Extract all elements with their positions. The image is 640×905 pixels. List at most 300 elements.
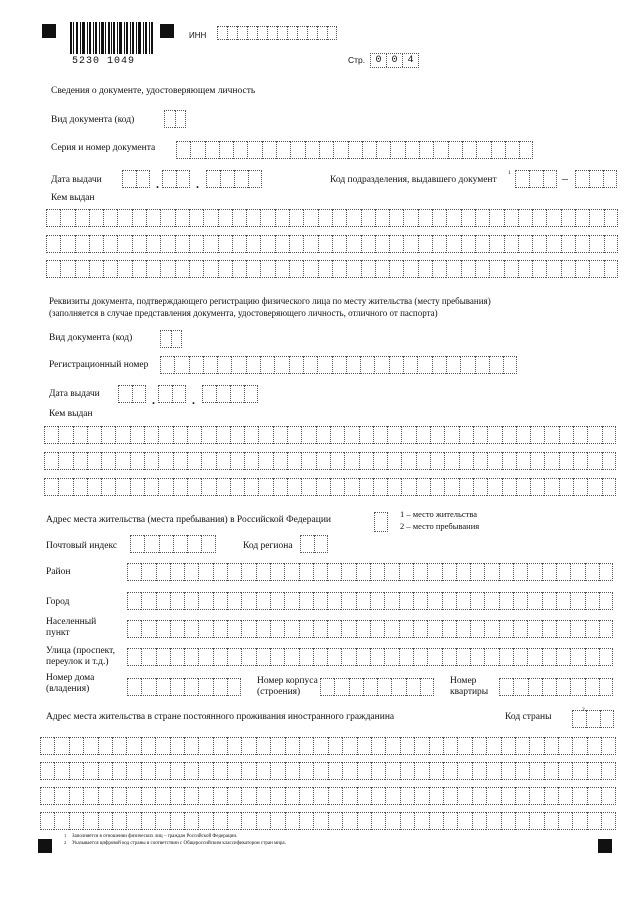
input-cell[interactable]	[287, 426, 301, 444]
input-cell[interactable]	[174, 356, 188, 374]
input-cell[interactable]	[585, 592, 599, 610]
foreign-address-line-1[interactable]	[40, 737, 616, 755]
input-cell[interactable]	[103, 209, 117, 227]
input-cell[interactable]	[400, 787, 414, 805]
input-cell[interactable]	[127, 563, 141, 581]
input-cell[interactable]	[515, 170, 529, 188]
input-cell[interactable]	[44, 478, 58, 496]
input-cell[interactable]	[303, 235, 317, 253]
input-cell[interactable]	[89, 260, 103, 278]
input-cell[interactable]	[384, 620, 398, 638]
input-cell[interactable]	[573, 478, 587, 496]
input-cell[interactable]	[570, 592, 584, 610]
input-cell[interactable]	[155, 812, 169, 830]
input-cell[interactable]	[144, 535, 158, 553]
input-cell[interactable]	[83, 787, 97, 805]
input-cell[interactable]	[98, 762, 112, 780]
input-cell[interactable]	[499, 678, 513, 696]
input-cell[interactable]	[346, 356, 360, 374]
input-cell[interactable]	[274, 356, 288, 374]
input-cell[interactable]	[443, 787, 457, 805]
identity-issued-by-line-3[interactable]	[46, 260, 618, 278]
input-cell[interactable]	[227, 812, 241, 830]
input-cell[interactable]	[75, 260, 89, 278]
input-cell[interactable]	[561, 209, 575, 227]
input-cell[interactable]	[213, 787, 227, 805]
input-cell[interactable]	[141, 787, 155, 805]
input-cell[interactable]	[349, 678, 363, 696]
input-cell[interactable]	[504, 235, 518, 253]
input-cell[interactable]	[244, 385, 258, 403]
region-code-field[interactable]	[300, 535, 328, 553]
input-cell[interactable]	[227, 787, 241, 805]
input-cell[interactable]	[370, 620, 384, 638]
address-type-field[interactable]	[374, 512, 388, 532]
input-cell[interactable]	[184, 762, 198, 780]
input-cell[interactable]	[130, 535, 144, 553]
input-cell[interactable]	[230, 385, 244, 403]
input-cell[interactable]	[527, 563, 541, 581]
input-cell[interactable]	[357, 737, 371, 755]
input-cell[interactable]	[198, 787, 212, 805]
input-cell[interactable]	[58, 478, 72, 496]
input-cell[interactable]	[220, 170, 234, 188]
input-cell[interactable]	[184, 620, 198, 638]
input-cell[interactable]	[556, 563, 570, 581]
input-cell[interactable]	[203, 356, 217, 374]
input-cell[interactable]	[285, 787, 299, 805]
input-cell[interactable]	[544, 787, 558, 805]
input-cell[interactable]	[112, 737, 126, 755]
identity-issue-day-field[interactable]	[122, 170, 150, 188]
input-cell[interactable]	[232, 260, 246, 278]
input-cell[interactable]	[499, 620, 513, 638]
input-cell[interactable]	[544, 737, 558, 755]
input-cell[interactable]	[267, 26, 277, 40]
input-cell[interactable]	[313, 787, 327, 805]
registration-issue-year-field[interactable]	[202, 385, 258, 403]
input-cell[interactable]	[40, 812, 54, 830]
input-cell[interactable]	[460, 356, 474, 374]
input-cell[interactable]	[385, 737, 399, 755]
input-cell[interactable]	[542, 620, 556, 638]
input-cell[interactable]	[313, 620, 327, 638]
input-cell[interactable]	[604, 209, 618, 227]
input-cell[interactable]	[371, 737, 385, 755]
input-cell[interactable]	[542, 678, 556, 696]
input-cell[interactable]	[470, 648, 484, 666]
input-cell[interactable]	[418, 209, 432, 227]
input-cell[interactable]	[206, 170, 220, 188]
input-cell[interactable]	[599, 620, 613, 638]
input-cell[interactable]	[414, 737, 428, 755]
input-cell[interactable]	[499, 648, 513, 666]
input-cell[interactable]	[470, 592, 484, 610]
input-cell[interactable]	[146, 209, 160, 227]
input-cell[interactable]	[602, 478, 616, 496]
input-cell[interactable]	[40, 762, 54, 780]
input-cell[interactable]	[289, 356, 303, 374]
input-cell[interactable]	[69, 762, 83, 780]
input-cell[interactable]	[112, 787, 126, 805]
input-cell[interactable]	[546, 260, 560, 278]
input-cell[interactable]	[327, 648, 341, 666]
input-cell[interactable]	[216, 426, 230, 444]
input-cell[interactable]	[156, 678, 170, 696]
input-cell[interactable]	[532, 235, 546, 253]
input-cell[interactable]	[112, 812, 126, 830]
input-cell[interactable]	[260, 260, 274, 278]
input-cell[interactable]	[241, 737, 255, 755]
input-cell[interactable]	[341, 592, 355, 610]
input-cell[interactable]	[316, 478, 330, 496]
input-cell[interactable]	[427, 620, 441, 638]
input-cell[interactable]	[313, 737, 327, 755]
input-cell[interactable]	[515, 812, 529, 830]
input-cell[interactable]	[289, 235, 303, 253]
input-cell[interactable]	[417, 356, 431, 374]
input-cell[interactable]	[356, 592, 370, 610]
input-cell[interactable]	[305, 141, 319, 159]
input-cell[interactable]	[189, 209, 203, 227]
input-cell[interactable]	[285, 762, 299, 780]
input-cell[interactable]	[203, 260, 217, 278]
input-cell[interactable]	[556, 592, 570, 610]
input-cell[interactable]	[273, 426, 287, 444]
input-cell[interactable]	[334, 678, 348, 696]
input-cell[interactable]	[227, 678, 241, 696]
input-cell[interactable]	[502, 478, 516, 496]
input-cell[interactable]	[357, 812, 371, 830]
input-cell[interactable]	[112, 762, 126, 780]
input-cell[interactable]	[501, 762, 515, 780]
input-cell[interactable]	[362, 141, 376, 159]
input-cell[interactable]	[589, 235, 603, 253]
input-cell[interactable]	[373, 452, 387, 470]
input-cell[interactable]	[572, 710, 586, 728]
input-cell[interactable]	[141, 762, 155, 780]
input-cell[interactable]	[489, 235, 503, 253]
input-cell[interactable]	[127, 678, 141, 696]
input-cell[interactable]	[391, 678, 405, 696]
input-cell[interactable]	[127, 592, 141, 610]
input-cell[interactable]	[275, 260, 289, 278]
input-cell[interactable]	[543, 170, 557, 188]
input-cell[interactable]	[570, 563, 584, 581]
input-cell[interactable]	[403, 235, 417, 253]
input-cell[interactable]	[301, 478, 315, 496]
input-cell[interactable]	[556, 648, 570, 666]
input-cell[interactable]	[370, 592, 384, 610]
input-cell[interactable]	[575, 235, 589, 253]
input-cell[interactable]	[344, 478, 358, 496]
input-cell[interactable]	[270, 648, 284, 666]
input-cell[interactable]	[544, 812, 558, 830]
input-cell[interactable]	[542, 648, 556, 666]
input-cell[interactable]	[599, 592, 613, 610]
division-code-part1-field[interactable]	[515, 170, 557, 188]
input-cell[interactable]	[270, 812, 284, 830]
identity-issued-by-line-1[interactable]	[46, 209, 618, 227]
input-cell[interactable]	[501, 812, 515, 830]
input-cell[interactable]	[559, 452, 573, 470]
input-cell[interactable]	[173, 426, 187, 444]
input-cell[interactable]	[530, 452, 544, 470]
input-cell[interactable]	[144, 452, 158, 470]
input-cell[interactable]	[227, 26, 237, 40]
input-cell[interactable]	[237, 26, 247, 40]
input-cell[interactable]	[530, 426, 544, 444]
input-cell[interactable]	[456, 620, 470, 638]
input-cell[interactable]	[244, 452, 258, 470]
input-cell[interactable]	[275, 209, 289, 227]
input-cell[interactable]	[285, 812, 299, 830]
input-cell[interactable]	[602, 426, 616, 444]
input-cell[interactable]	[589, 260, 603, 278]
input-cell[interactable]	[184, 678, 198, 696]
input-cell[interactable]	[371, 762, 385, 780]
input-cell[interactable]	[399, 592, 413, 610]
input-cell[interactable]	[141, 648, 155, 666]
input-cell[interactable]	[141, 678, 155, 696]
input-cell[interactable]	[442, 563, 456, 581]
input-cell[interactable]	[141, 592, 155, 610]
input-cell[interactable]	[587, 426, 601, 444]
input-cell[interactable]	[203, 209, 217, 227]
input-cell[interactable]	[442, 592, 456, 610]
input-cell[interactable]	[156, 648, 170, 666]
input-cell[interactable]	[328, 737, 342, 755]
input-cell[interactable]	[198, 648, 212, 666]
input-cell[interactable]	[75, 209, 89, 227]
input-cell[interactable]	[233, 141, 247, 159]
input-cell[interactable]	[473, 478, 487, 496]
input-cell[interactable]	[559, 478, 573, 496]
input-cell[interactable]	[333, 141, 347, 159]
input-cell[interactable]	[198, 812, 212, 830]
input-cell[interactable]	[187, 426, 201, 444]
input-cell[interactable]	[486, 762, 500, 780]
input-cell[interactable]	[270, 762, 284, 780]
input-cell[interactable]	[184, 592, 198, 610]
input-cell[interactable]	[443, 812, 457, 830]
input-cell[interactable]	[363, 678, 377, 696]
input-cell[interactable]	[318, 260, 332, 278]
input-cell[interactable]	[430, 478, 444, 496]
input-cell[interactable]	[227, 563, 241, 581]
input-cell[interactable]	[284, 592, 298, 610]
input-cell[interactable]	[387, 426, 401, 444]
input-cell[interactable]	[527, 648, 541, 666]
input-cell[interactable]	[227, 737, 241, 755]
input-cell[interactable]	[572, 762, 586, 780]
input-cell[interactable]	[276, 141, 290, 159]
input-cell[interactable]	[446, 235, 460, 253]
division-code-part2-field[interactable]	[575, 170, 617, 188]
input-cell[interactable]	[160, 356, 174, 374]
registration-issued-by-line-1[interactable]	[44, 426, 616, 444]
input-cell[interactable]	[170, 812, 184, 830]
input-cell[interactable]	[401, 452, 415, 470]
input-cell[interactable]	[227, 762, 241, 780]
input-cell[interactable]	[332, 235, 346, 253]
input-cell[interactable]	[285, 737, 299, 755]
input-cell[interactable]	[126, 812, 140, 830]
input-cell[interactable]	[527, 620, 541, 638]
input-cell[interactable]	[289, 209, 303, 227]
input-cell[interactable]	[158, 452, 172, 470]
input-cell[interactable]	[399, 648, 413, 666]
input-cell[interactable]	[501, 737, 515, 755]
input-cell[interactable]	[44, 426, 58, 444]
input-cell[interactable]	[54, 812, 68, 830]
input-cell[interactable]	[300, 535, 314, 553]
input-cell[interactable]	[486, 787, 500, 805]
input-cell[interactable]	[529, 787, 543, 805]
input-cell[interactable]	[313, 812, 327, 830]
input-cell[interactable]	[556, 620, 570, 638]
input-cell[interactable]	[320, 678, 334, 696]
input-cell[interactable]	[601, 762, 615, 780]
input-cell[interactable]	[144, 478, 158, 496]
input-cell[interactable]	[248, 170, 262, 188]
input-cell[interactable]	[227, 648, 241, 666]
input-cell[interactable]	[198, 592, 212, 610]
input-cell[interactable]	[256, 787, 270, 805]
input-cell[interactable]	[532, 260, 546, 278]
input-cell[interactable]	[89, 209, 103, 227]
input-cell[interactable]	[406, 678, 420, 696]
input-cell[interactable]	[327, 592, 341, 610]
input-cell[interactable]	[487, 452, 501, 470]
input-cell[interactable]	[457, 812, 471, 830]
input-cell[interactable]	[414, 812, 428, 830]
input-cell[interactable]	[246, 260, 260, 278]
input-cell[interactable]	[389, 209, 403, 227]
input-cell[interactable]	[173, 478, 187, 496]
input-cell[interactable]	[416, 426, 430, 444]
street-field[interactable]	[127, 648, 613, 666]
input-cell[interactable]	[75, 235, 89, 253]
input-cell[interactable]	[126, 737, 140, 755]
input-cell[interactable]	[443, 737, 457, 755]
input-cell[interactable]	[230, 426, 244, 444]
inn-field[interactable]	[217, 26, 337, 40]
input-cell[interactable]	[459, 452, 473, 470]
input-cell[interactable]	[256, 648, 270, 666]
input-cell[interactable]	[299, 762, 313, 780]
input-cell[interactable]	[341, 620, 355, 638]
input-cell[interactable]	[73, 478, 87, 496]
input-cell[interactable]	[518, 260, 532, 278]
input-cell[interactable]	[69, 787, 83, 805]
input-cell[interactable]	[519, 141, 533, 159]
input-cell[interactable]	[429, 812, 443, 830]
input-cell[interactable]	[258, 426, 272, 444]
input-cell[interactable]	[297, 26, 307, 40]
input-cell[interactable]	[132, 209, 146, 227]
input-cell[interactable]	[403, 356, 417, 374]
input-cell[interactable]	[158, 426, 172, 444]
input-cell[interactable]	[241, 812, 255, 830]
input-cell[interactable]	[232, 235, 246, 253]
input-cell[interactable]	[201, 452, 215, 470]
input-cell[interactable]	[303, 260, 317, 278]
input-cell[interactable]	[136, 170, 150, 188]
input-cell[interactable]	[472, 762, 486, 780]
input-cell[interactable]	[115, 452, 129, 470]
input-cell[interactable]	[115, 426, 129, 444]
input-cell[interactable]	[217, 356, 231, 374]
input-cell[interactable]	[332, 356, 346, 374]
input-cell[interactable]	[342, 787, 356, 805]
input-cell[interactable]	[160, 330, 171, 348]
input-cell[interactable]	[83, 762, 97, 780]
input-cell[interactable]	[603, 170, 617, 188]
input-cell[interactable]	[475, 356, 489, 374]
input-cell[interactable]	[486, 737, 500, 755]
input-cell[interactable]	[375, 235, 389, 253]
input-cell[interactable]	[470, 563, 484, 581]
input-cell[interactable]	[327, 26, 337, 40]
input-cell[interactable]	[558, 812, 572, 830]
input-cell[interactable]	[83, 812, 97, 830]
input-cell[interactable]	[244, 426, 258, 444]
input-cell[interactable]	[341, 563, 355, 581]
input-cell[interactable]	[604, 235, 618, 253]
input-cell[interactable]	[558, 787, 572, 805]
input-cell[interactable]	[529, 812, 543, 830]
input-cell[interactable]	[359, 452, 373, 470]
input-cell[interactable]	[317, 356, 331, 374]
input-cell[interactable]	[287, 26, 297, 40]
input-cell[interactable]	[515, 737, 529, 755]
input-cell[interactable]	[328, 762, 342, 780]
input-cell[interactable]	[201, 426, 215, 444]
input-cell[interactable]	[344, 452, 358, 470]
input-cell[interactable]	[230, 478, 244, 496]
input-cell[interactable]	[262, 141, 276, 159]
input-cell[interactable]	[234, 170, 248, 188]
input-cell[interactable]	[198, 563, 212, 581]
input-cell[interactable]	[516, 478, 530, 496]
input-cell[interactable]	[403, 209, 417, 227]
input-cell[interactable]	[258, 478, 272, 496]
input-cell[interactable]	[313, 648, 327, 666]
input-cell[interactable]	[60, 260, 74, 278]
input-cell[interactable]	[327, 620, 341, 638]
input-cell[interactable]	[371, 812, 385, 830]
input-cell[interactable]	[448, 141, 462, 159]
input-cell[interactable]	[40, 737, 54, 755]
input-cell[interactable]	[284, 648, 298, 666]
input-cell[interactable]	[601, 737, 615, 755]
input-cell[interactable]	[132, 235, 146, 253]
input-cell[interactable]	[544, 452, 558, 470]
input-cell[interactable]	[518, 235, 532, 253]
input-cell[interactable]	[489, 356, 503, 374]
input-cell[interactable]	[299, 812, 313, 830]
input-cell[interactable]	[313, 762, 327, 780]
input-cell[interactable]	[346, 235, 360, 253]
input-cell[interactable]	[156, 620, 170, 638]
input-cell[interactable]	[348, 141, 362, 159]
input-cell[interactable]	[475, 209, 489, 227]
input-cell[interactable]	[503, 356, 517, 374]
input-cell[interactable]	[401, 478, 415, 496]
input-cell[interactable]	[127, 648, 141, 666]
input-cell[interactable]	[556, 678, 570, 696]
